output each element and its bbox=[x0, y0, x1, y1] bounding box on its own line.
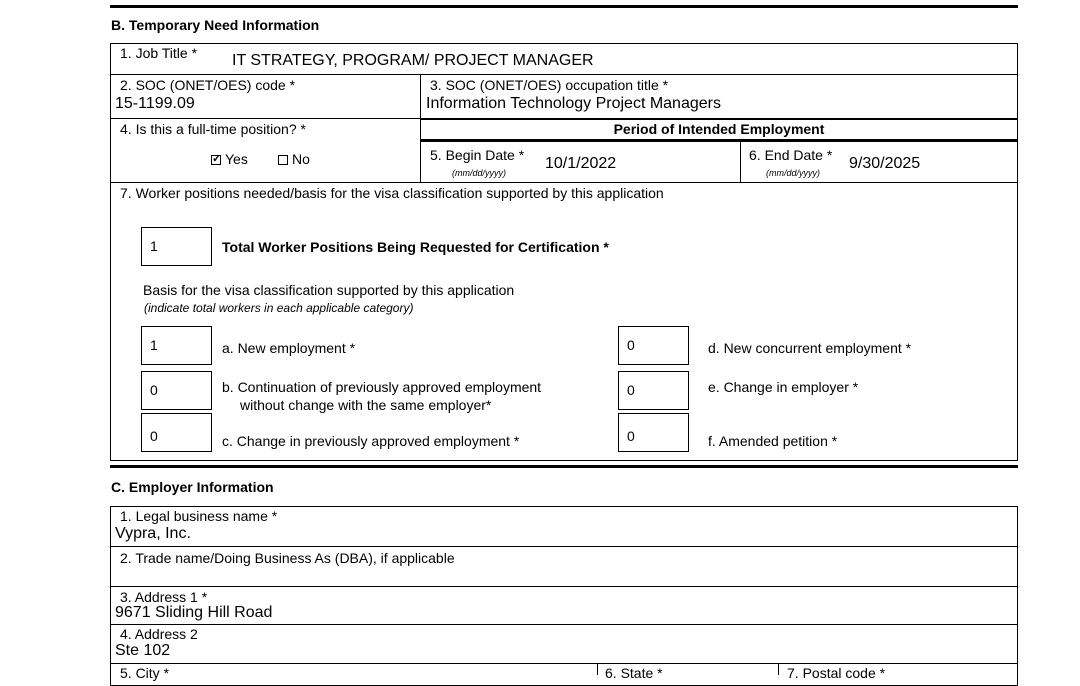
postal-label: 7. Postal code * bbox=[787, 665, 886, 681]
col-divider bbox=[740, 140, 741, 183]
end-date-hint: (mm/dd/yyyy) bbox=[766, 168, 820, 178]
new-concurrent-label: d. New concurrent employment * bbox=[708, 340, 912, 356]
yes-label: Yes bbox=[225, 151, 248, 167]
row-divider bbox=[110, 182, 1018, 183]
full-time-no-option[interactable] bbox=[278, 151, 310, 167]
end-date-label: 6. End Date * bbox=[749, 147, 833, 163]
period-header: Period of Intended Employment bbox=[613, 121, 825, 137]
soc-title-label: 3. SOC (ONET/OES) occupation title * bbox=[430, 77, 669, 93]
continuation-label-line1: b. Continuation of previously approved employment bbox=[222, 379, 542, 395]
change-previous-input[interactable]: 0 bbox=[141, 413, 212, 452]
trade-name-label: 2. Trade name/Doing Business As (DBA), if applicable bbox=[120, 550, 455, 566]
change-employer-label: e. Change in employer * bbox=[708, 379, 859, 395]
section-c-frame bbox=[110, 506, 1018, 686]
change-previous-label: c. Change in previously approved employment * bbox=[222, 433, 520, 449]
section-divider bbox=[110, 5, 1018, 8]
checked-checkbox-icon[interactable] bbox=[211, 155, 221, 165]
section-c-title: C. Employer Information bbox=[111, 479, 274, 495]
worker-positions-label: 7. Worker positions needed/basis for the visa classification supported by this application bbox=[120, 185, 664, 201]
new-employment-label: a. New employment * bbox=[222, 340, 356, 356]
legal-name-value[interactable]: Vypra, Inc. bbox=[115, 525, 191, 542]
begin-date-label: 5. Begin Date * bbox=[430, 147, 525, 163]
amended-petition-label: f. Amended petition * bbox=[708, 433, 838, 449]
section-divider bbox=[110, 465, 1018, 468]
total-positions-label: Total Worker Positions Being Requested for Certification * bbox=[222, 239, 609, 255]
continuation-input[interactable]: 0 bbox=[141, 371, 212, 410]
address1-value[interactable]: 9671 Sliding Hill Road bbox=[115, 604, 273, 621]
full-time-yes-option[interactable] bbox=[211, 151, 248, 167]
end-date-value[interactable]: 9/30/2025 bbox=[849, 155, 921, 172]
col-divider bbox=[420, 74, 421, 119]
col-divider bbox=[778, 663, 779, 675]
section-b-title: B. Temporary Need Information bbox=[111, 17, 320, 33]
legal-name-label: 1. Legal business name * bbox=[120, 508, 278, 524]
soc-code-label: 2. SOC (ONET/OES) code * bbox=[120, 77, 296, 93]
period-top-rule bbox=[420, 118, 1018, 120]
col-divider bbox=[597, 663, 598, 675]
basis-hint: (indicate total workers in each applicable category) bbox=[144, 301, 414, 315]
new-employment-input[interactable]: 1 bbox=[141, 326, 212, 365]
no-label: No bbox=[292, 151, 310, 167]
row-divider bbox=[110, 74, 1018, 75]
unchecked-checkbox-icon[interactable] bbox=[278, 155, 288, 165]
soc-title-value[interactable]: Information Technology Project Managers bbox=[426, 95, 721, 112]
address1-label: 3. Address 1 * bbox=[120, 589, 208, 605]
row-divider bbox=[110, 546, 1018, 547]
continuation-label-line2: without change with the same employer* bbox=[240, 397, 492, 413]
job-title-value[interactable]: IT STRATEGY, PROGRAM/ PROJECT MANAGER bbox=[232, 52, 594, 69]
job-title-label: 1. Job Title * bbox=[120, 45, 198, 61]
row-divider bbox=[110, 624, 1018, 625]
address2-value[interactable]: Ste 102 bbox=[115, 642, 171, 659]
soc-code-value[interactable]: 15-1199.09 bbox=[115, 95, 195, 112]
begin-date-hint: (mm/dd/yyyy) bbox=[452, 168, 506, 178]
city-label: 5. City * bbox=[120, 665, 170, 681]
amended-petition-input[interactable]: 0 bbox=[618, 413, 689, 452]
period-bottom-rule bbox=[420, 139, 1018, 142]
address2-label: 4. Address 2 bbox=[120, 626, 198, 642]
basis-label: Basis for the visa classification supported by this application bbox=[143, 282, 515, 298]
full-time-label: 4. Is this a full-time position? * bbox=[120, 121, 306, 137]
state-label: 6. State * bbox=[605, 665, 663, 681]
new-concurrent-input[interactable]: 0 bbox=[618, 326, 689, 365]
change-employer-input[interactable]: 0 bbox=[618, 371, 689, 410]
row-divider bbox=[110, 586, 1018, 587]
total-positions-input[interactable]: 1 bbox=[141, 227, 212, 266]
begin-date-value[interactable]: 10/1/2022 bbox=[545, 155, 617, 172]
